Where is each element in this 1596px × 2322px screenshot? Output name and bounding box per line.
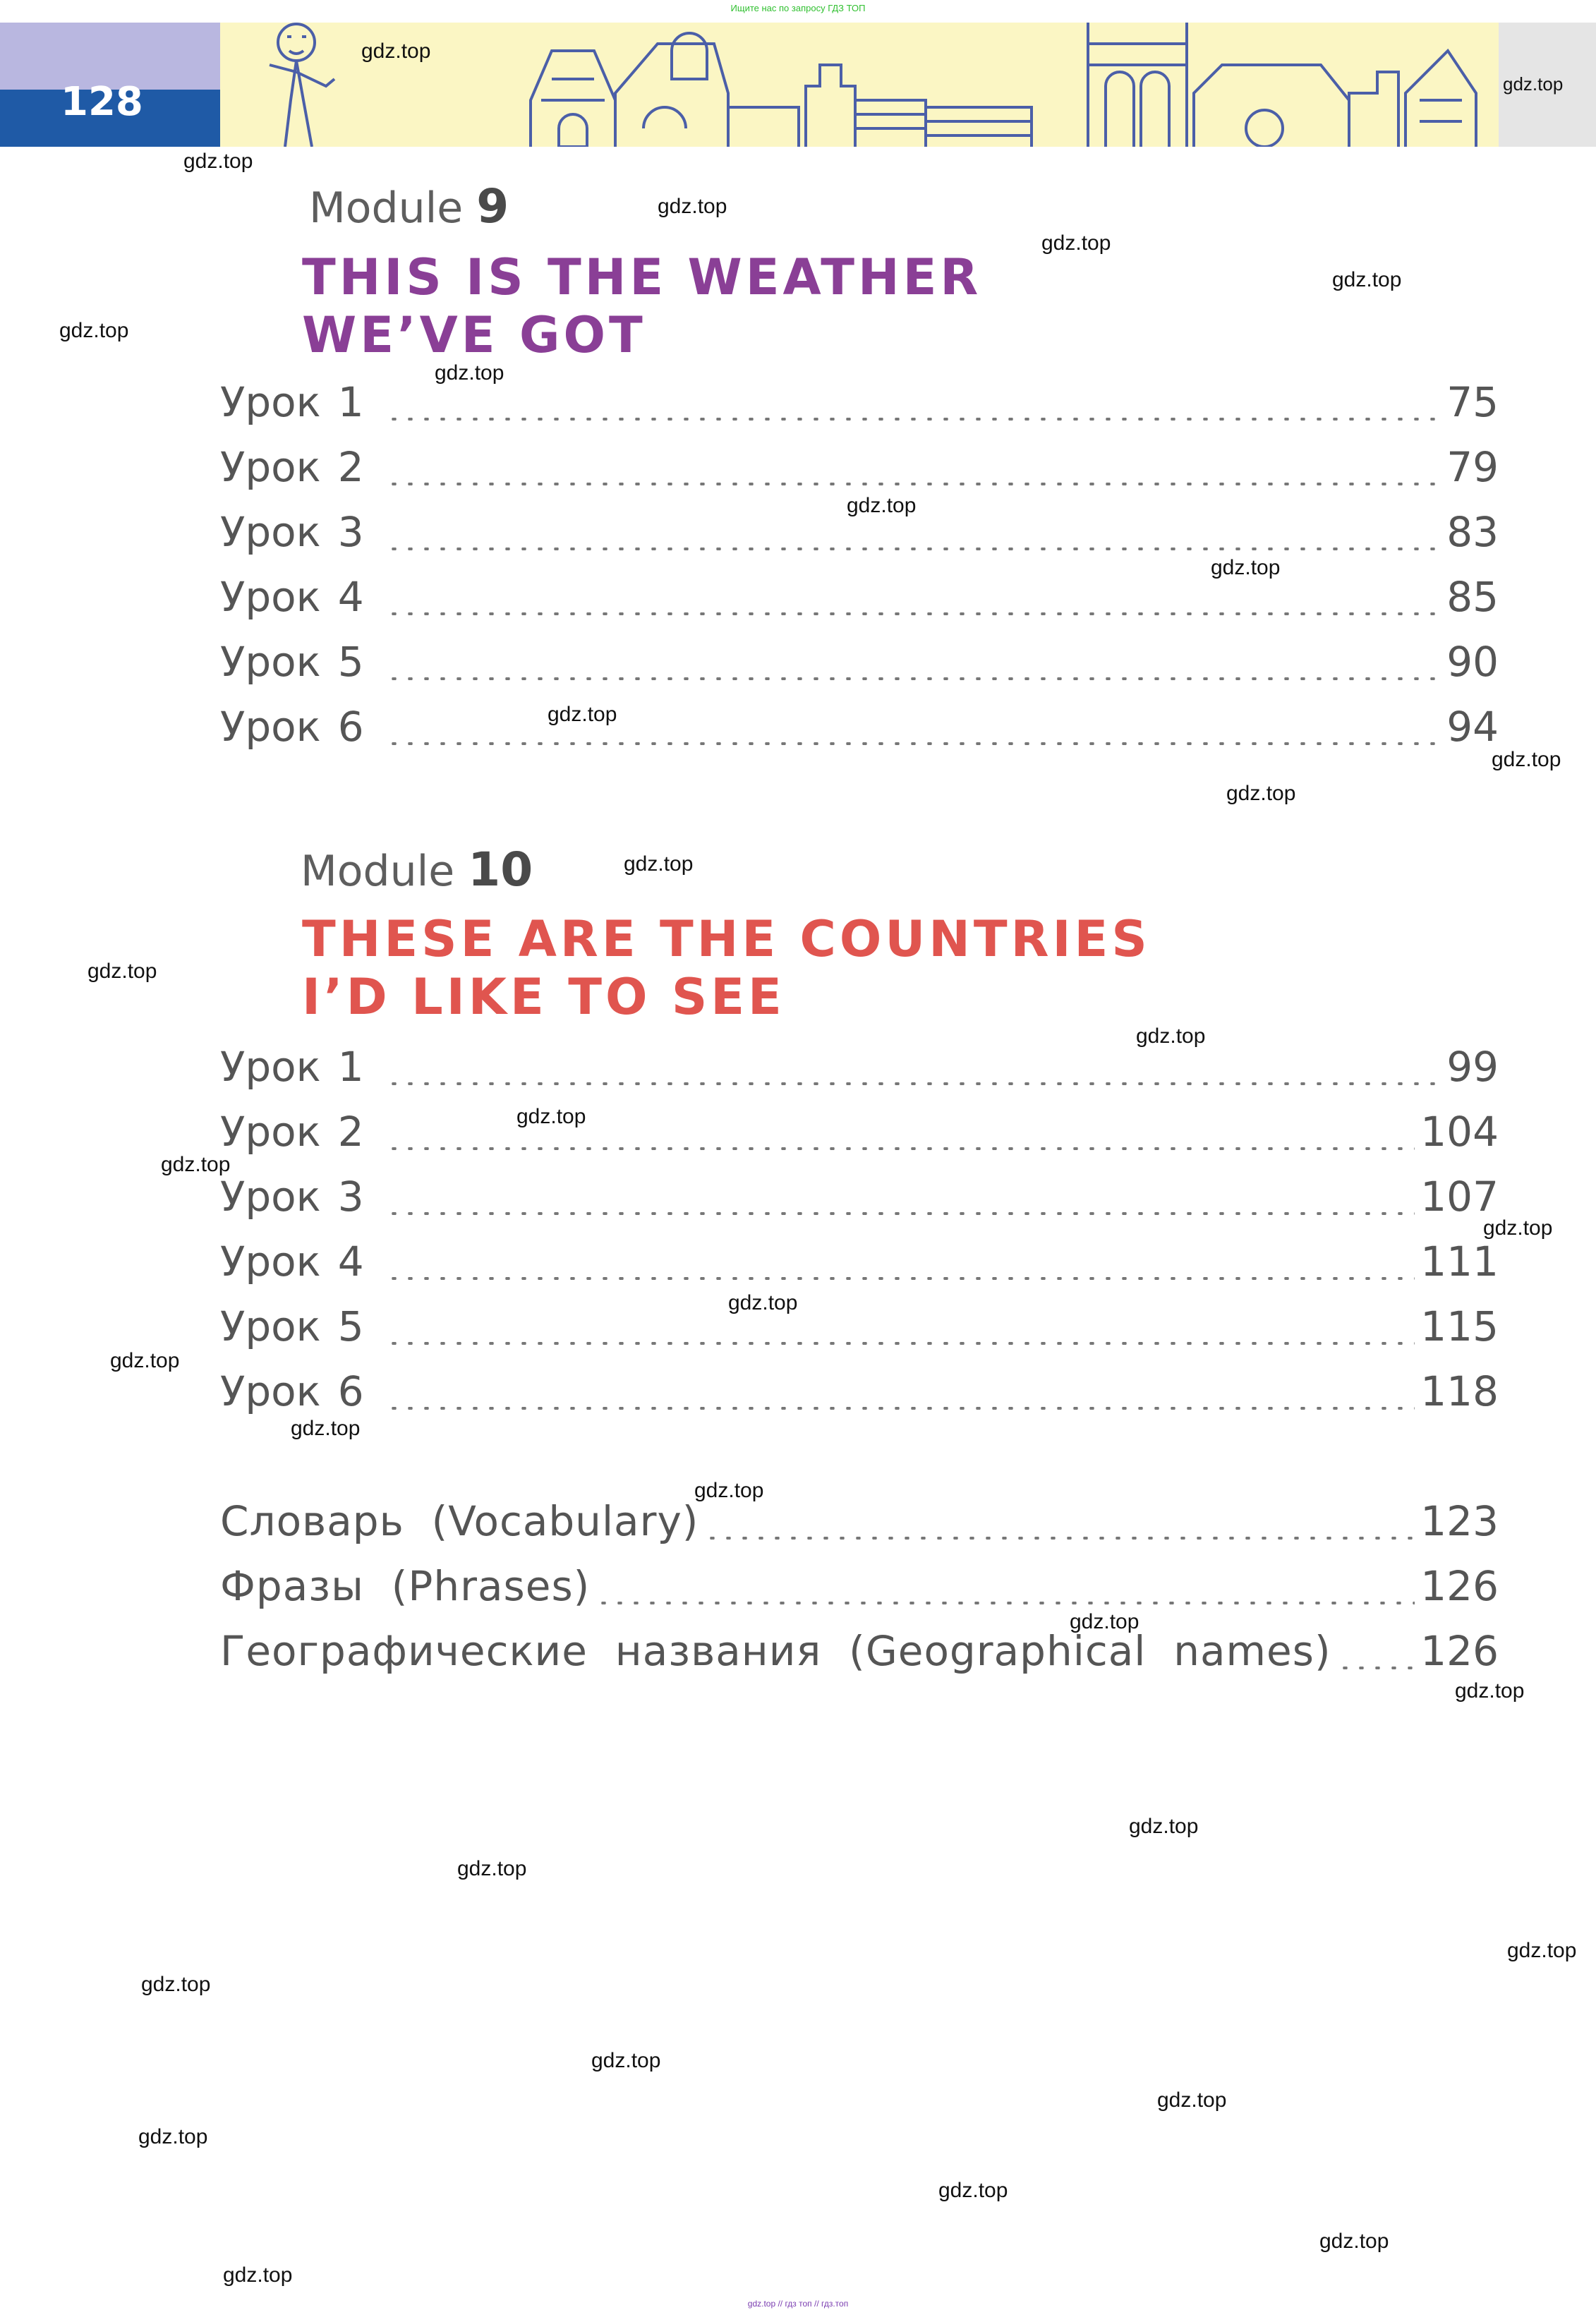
watermark: gdz.top [110,1349,180,1372]
lesson-number: 1 [337,378,364,426]
lesson-label: Урок [220,638,321,686]
watermark: gdz.top [435,361,504,385]
module-title-line: THESE ARE THE COUNTRIES [302,910,1151,968]
lesson-label: Урок [220,1173,321,1221]
lesson-number: 5 [337,1302,364,1350]
module-10-label [301,842,533,897]
lesson-label: Урок [220,508,321,556]
dot-leader [386,1082,1441,1085]
top-banner-text: Ищите нас по запросу ГДЗ ТОП [730,3,866,13]
page-ref: 111 [1420,1238,1499,1286]
page-ref: 104 [1420,1108,1499,1156]
watermark: gdz.top [624,852,694,876]
watermark: gdz.top [1226,782,1296,805]
watermark: gdz.top [59,319,129,342]
dot-leader [386,1342,1415,1345]
dot-leader [386,742,1441,745]
lesson-number: 6 [337,703,364,751]
lesson-label: Урок [220,1302,321,1350]
toc-row-module10-lesson2[interactable] [220,1108,1499,1163]
dot-leader [1337,1667,1415,1669]
dot-leader [386,1277,1415,1280]
lesson-label: Урок [220,1367,321,1415]
lesson-label: Урок [220,1238,321,1286]
toc-row-phrases[interactable] [220,1562,1499,1617]
page-ref: 99 [1446,1043,1499,1091]
lesson-label: Урок [220,378,321,426]
dot-leader [386,1147,1415,1150]
lesson-number: 1 [337,1043,364,1091]
module-number: 10 [468,842,533,897]
dot-leader [386,612,1441,615]
watermark: gdz.top [141,1973,211,1996]
page-ref: 85 [1446,573,1499,621]
dot-leader [386,548,1441,550]
watermark: gdz.top [1507,1939,1577,1962]
watermark: gdz.top [1455,1679,1525,1703]
watermark: gdz.top [138,2125,208,2148]
toc-row-module9-lesson6[interactable] [220,703,1499,758]
page-number: 128 [61,79,143,125]
module-number: 9 [476,179,509,234]
module-10-title [302,910,1151,1026]
lesson-number: 3 [337,1173,364,1221]
lesson-number: 6 [337,1367,364,1415]
page-ref: 79 [1446,443,1499,491]
module-title-line: THIS IS THE WEATHER [302,248,982,306]
dot-leader [386,1407,1415,1410]
module-9-label [309,179,509,234]
module-word: Module [301,847,455,896]
watermark: gdz.top [1070,1610,1139,1633]
extra-label: Географические названия (Geographical names) [220,1627,1331,1675]
watermark: gdz.top [1129,1815,1199,1838]
page-ref: 126 [1420,1627,1499,1675]
lesson-number: 5 [337,638,364,686]
page-ref: 75 [1446,378,1499,426]
watermark: gdz.top [938,2179,1008,2202]
watermark: gdz.top [548,703,617,726]
toc-row-module10-lesson5[interactable] [220,1302,1499,1357]
watermark: gdz.top [1503,73,1564,95]
page-ref: 115 [1420,1302,1499,1350]
lesson-number: 2 [337,1108,364,1156]
watermark: gdz.top [658,195,727,218]
toc-row-module10-lesson6[interactable] [220,1367,1499,1422]
lesson-label: Урок [220,1043,321,1091]
watermark: gdz.top [361,40,431,63]
dot-leader [386,483,1441,485]
module-9-title [302,248,981,364]
module-word: Module [309,183,464,233]
lesson-number: 4 [337,573,364,621]
module-title-line: I’D LIKE TO SEE [302,968,785,1026]
page-ref: 118 [1420,1367,1499,1415]
page-ref: 107 [1420,1173,1499,1221]
watermark: gdz.top [1157,2088,1227,2112]
watermark: gdz.top [161,1153,231,1176]
watermark: gdz.top [728,1291,798,1314]
toc-row-vocabulary[interactable] [220,1497,1499,1552]
toc-row-module10-lesson3[interactable] [220,1173,1499,1228]
page-ref: 90 [1446,638,1499,686]
toc-row-geographical-names[interactable] [220,1627,1499,1682]
dot-leader [704,1537,1415,1540]
lesson-label: Урок [220,573,321,621]
watermark: gdz.top [1211,556,1281,579]
toc-row-module9-lesson4[interactable] [220,573,1499,628]
watermark: gdz.top [847,494,917,517]
lesson-number: 2 [337,443,364,491]
watermark: gdz.top [87,960,157,983]
extra-label: Фразы (Phrases) [220,1562,591,1610]
toc-row-module10-lesson4[interactable] [220,1238,1499,1293]
dot-leader [386,1212,1415,1215]
page-ref: 126 [1420,1562,1499,1610]
watermark: gdz.top [1483,1216,1553,1240]
dot-leader [386,677,1441,680]
watermark: gdz.top [1492,748,1561,771]
dot-leader [596,1602,1415,1604]
watermark: gdz.top [516,1105,586,1128]
lesson-number: 3 [337,508,364,556]
watermark: gdz.top [1332,268,1402,291]
watermark: gdz.top [1041,231,1111,255]
footer-text: gdz.top // гдз топ // гдз.топ [747,2299,849,2309]
page-ref: 123 [1420,1497,1499,1545]
watermark: gdz.top [457,1857,527,1880]
page-ref: 83 [1446,508,1499,556]
watermark: gdz.top [291,1417,361,1440]
extra-label: Словарь (Vocabulary) [220,1497,699,1545]
watermark: gdz.top [1136,1024,1206,1048]
toc-row-module9-lesson1[interactable] [220,378,1499,433]
toc-row-module9-lesson5[interactable] [220,638,1499,693]
module-title-line: WE’VE GOT [302,306,646,364]
lesson-label: Урок [220,703,321,751]
toc-row-module10-lesson1[interactable] [220,1043,1499,1098]
dot-leader [386,418,1441,421]
watermark: gdz.top [183,150,253,173]
lesson-label: Урок [220,1108,321,1156]
toc-row-module9-lesson2[interactable] [220,443,1499,498]
watermark: gdz.top [591,2049,661,2072]
watermark: gdz.top [223,2263,293,2287]
lesson-label: Урок [220,443,321,491]
lesson-number: 4 [337,1238,364,1286]
watermark: gdz.top [694,1479,764,1502]
page-ref: 94 [1446,703,1499,751]
watermark: gdz.top [1319,2230,1389,2253]
